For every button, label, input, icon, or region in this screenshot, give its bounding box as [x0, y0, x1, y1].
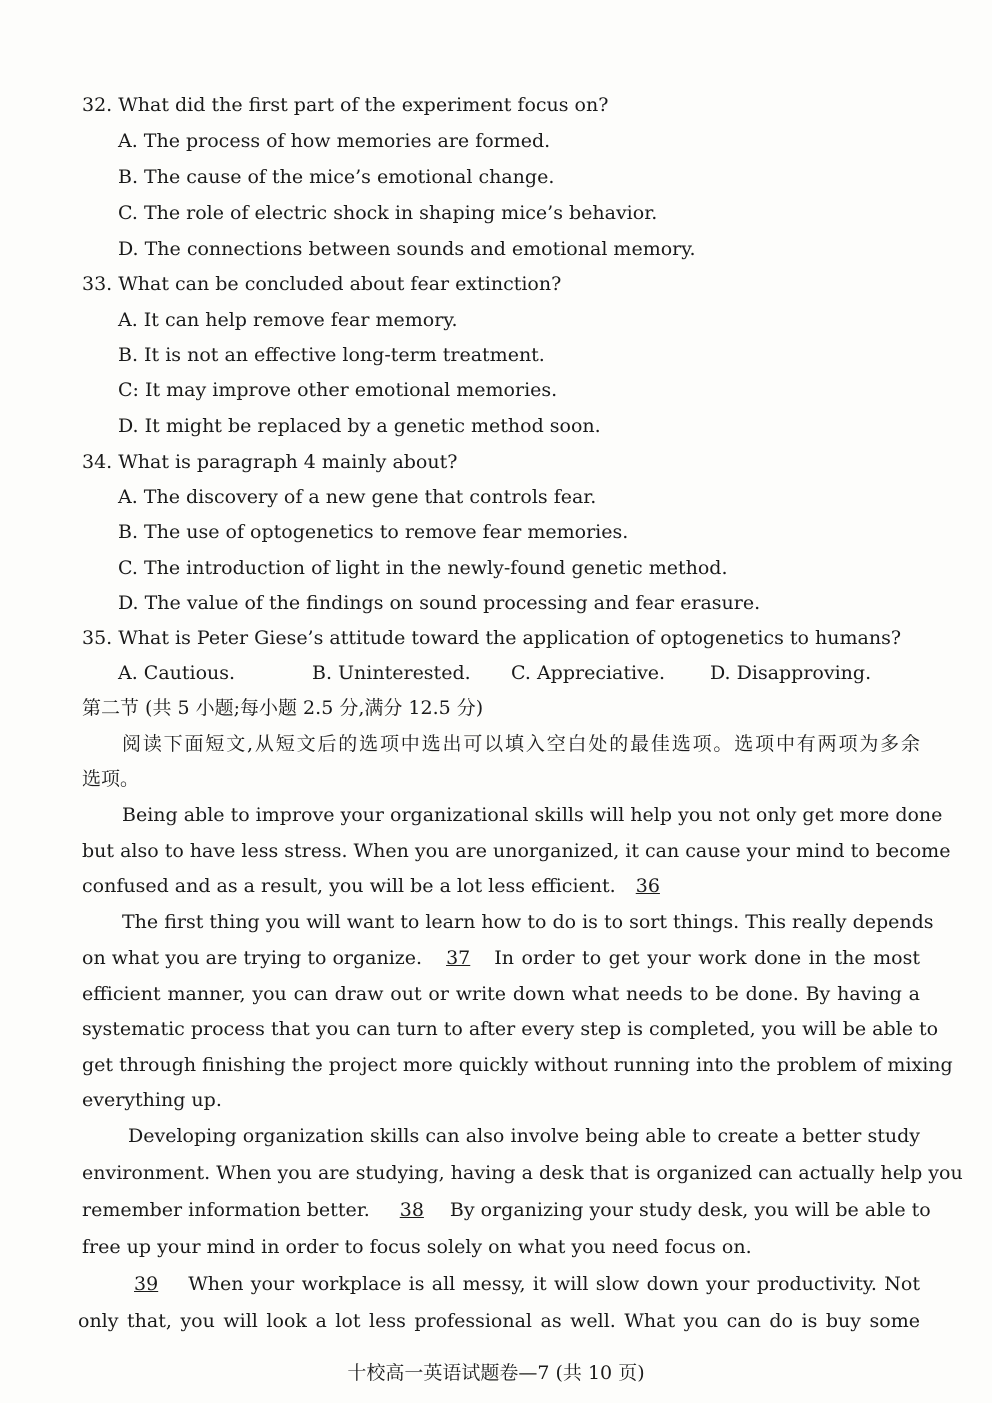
passage-p2-line-2b: In order to get your work done in the most — [494, 947, 920, 969]
q34-option-b: B. The use of optogenetics to remove fear memories. — [118, 521, 629, 543]
q35-option-d: D. Disapproving. — [710, 662, 872, 684]
q34-option-a: A. The discovery of a new gene that controls fear. — [118, 486, 597, 508]
q33-option-b: B. It is not an effective long-term treatment. — [118, 344, 545, 366]
question-35-stem: 35. What is Peter Giese’s attitude toward the application of optogenetics to humans? — [82, 627, 902, 649]
passage-p4-line-1 — [118, 1272, 920, 1296]
q32-option-c: C. The role of electric shock in shaping mice’s behavior. — [118, 202, 658, 224]
passage-p3-line-3a: remember information better. — [82, 1199, 370, 1221]
passage-p1-line-2: but also to have less stress. When you are unorganized, it can cause your mind to become — [82, 840, 951, 862]
q33-option-c: C: It may improve other emotional memories. — [118, 379, 558, 401]
blank-37: 37 — [446, 947, 471, 969]
q34-option-d: D. The value of the findings on sound processing and fear erasure. — [118, 592, 761, 614]
section-instruction-line-1: 阅读下面短文,从短文后的选项中选出可以填入空白处的最佳选项。选项中有两项为多余 — [122, 733, 920, 755]
passage-p2-line-2a: on what you are trying to organize. — [82, 947, 423, 969]
q32-option-d: D. The connections between sounds and emotional memory. — [118, 238, 696, 260]
q33-option-a: A. It can help remove fear memory. — [118, 309, 458, 331]
section-heading: 第二节 (共 5 小题;每小题 2.5 分,满分 12.5 分) — [82, 697, 484, 719]
blank-39: 39 — [134, 1273, 159, 1295]
passage-p2-line-3: efficient manner, you can draw out or write down what needs to be done. By having a — [82, 983, 920, 1005]
passage-p1-line-3-text: confused and as a result, you will be a lot less efficient. — [82, 875, 616, 897]
passage-p2-line-5: get through finishing the project more quickly without running into the problem of mixing — [82, 1054, 953, 1076]
blank-38: 38 — [399, 1199, 424, 1221]
q34-option-c: C. The introduction of light in the newly-found genetic method. — [118, 557, 728, 579]
q32-option-b: B. The cause of the mice’s emotional change. — [118, 166, 555, 188]
passage-p1-line-3 — [82, 874, 674, 898]
q32-option-a: A. The process of how memories are formed. — [118, 130, 551, 152]
passage-p3-line-3b: By organizing your study desk, you will be able to — [449, 1199, 931, 1221]
question-34-stem: 34. What is paragraph 4 mainly about? — [82, 451, 458, 473]
question-32-stem: 32. What did the first part of the experiment focus on? — [82, 94, 609, 116]
passage-p3-line-2: environment. When you are studying, having a desk that is organized can actually help you — [82, 1162, 963, 1184]
q33-option-d: D. It might be replaced by a genetic method soon. — [118, 415, 601, 437]
passage-p2-line-2 — [82, 946, 920, 970]
question-33-stem: 33. What can be concluded about fear extinction? — [82, 273, 562, 295]
passage-p4-line-2: only that, you will look a lot less professional as well. What you can do is buy some — [78, 1310, 920, 1332]
passage-p3-line-4: free up your mind in order to focus solely on what you need focus on. — [82, 1236, 752, 1258]
q35-option-c: C. Appreciative. — [511, 662, 666, 684]
section-instruction-line-2: 选项。 — [82, 768, 140, 790]
passage-p1-line-1: Being able to improve your organizational skills will help you not only get more done — [122, 804, 943, 826]
q35-option-b: B. Uninterested. — [312, 662, 471, 684]
passage-p4-line-1-text: When your workplace is all messy, it will slow down your productivity. Not — [188, 1273, 920, 1295]
blank-36: 36 — [635, 875, 660, 897]
passage-p3-line-3 — [82, 1198, 931, 1222]
passage-p3-line-1: Developing organization skills can also involve being able to create a better study — [128, 1125, 920, 1147]
passage-p2-line-4: systematic process that you can turn to after every step is completed, you will be able to — [82, 1018, 939, 1040]
passage-p2-line-6: everything up. — [82, 1089, 222, 1111]
q35-option-a: A. Cautious. — [118, 662, 236, 684]
passage-p2-line-1: The first thing you will want to learn how to do is to sort things. This really depends — [122, 911, 934, 933]
page-footer: 十校高一英语试题卷—7 (共 10 页) — [347, 1362, 645, 1384]
